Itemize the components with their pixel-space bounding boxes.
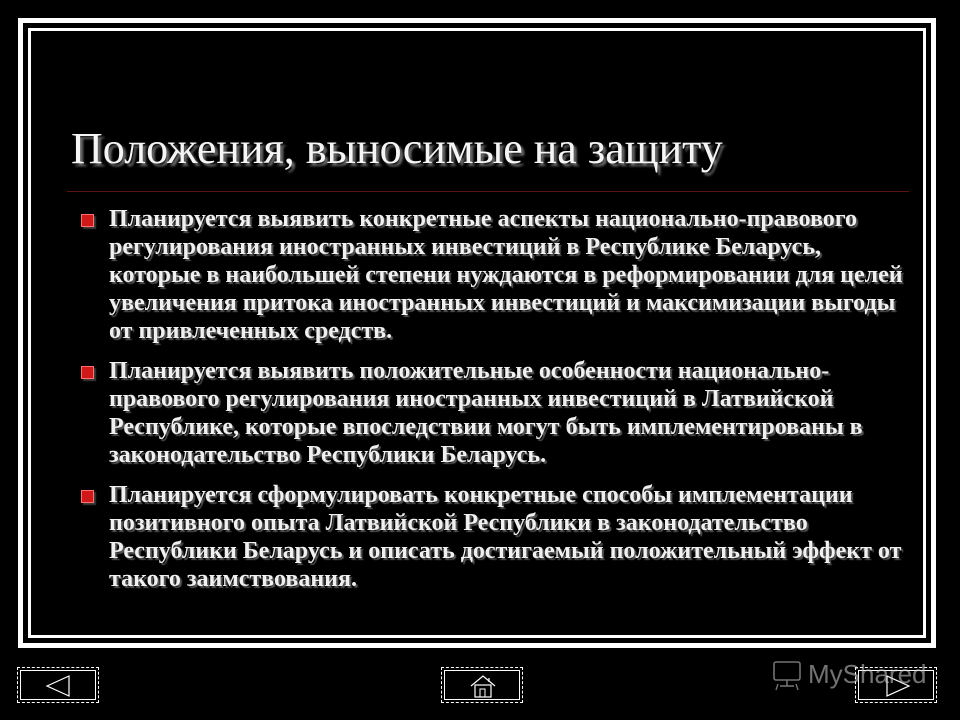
bullet-item — [69, 205, 911, 345]
previous-slide-button[interactable] — [20, 670, 96, 700]
bullet-square-icon — [81, 366, 94, 379]
bullet-square-icon — [81, 490, 94, 503]
bullet-text: Планируется выявить положительные особенности национально-правового регулирования иностранных инвестиций в Латвийской Республике, которые впоследствии могут быть имплементированы в законодательство Республики Беларусь. — [109, 358, 863, 468]
slide-frame-inner — [28, 28, 926, 638]
slide-frame — [18, 18, 936, 648]
watermark-logo — [772, 654, 942, 694]
title-divider — [67, 191, 909, 192]
svg-text:MyShared: MyShared — [808, 659, 927, 689]
home-icon — [445, 671, 521, 701]
bullet-item — [69, 481, 911, 593]
slide-title: Положения, выносимые на защиту — [71, 124, 723, 173]
home-button[interactable] — [444, 670, 520, 700]
bullet-list — [69, 205, 911, 605]
bullet-item — [69, 357, 911, 469]
bullet-square-icon — [81, 214, 94, 227]
triangle-left-icon — [21, 671, 97, 701]
bullet-text: Планируется выявить конкретные аспекты национально-правового регулирования иностранных инвестиций в Республике Беларусь, которые в наибольшей степени нуждаются в реформировании для целей увеличения притока иностранных инвестиций и максимизации выгоды от привлеченных средств. — [109, 206, 903, 344]
myshared-logo-icon — [772, 658, 942, 692]
bullet-text: Планируется сформулировать конкретные способы имплементации позитивного опыта Латвийской Республики в законодательство Республики Беларусь и описать достигаемый положительный эффект от такого заимствования. — [109, 482, 902, 592]
